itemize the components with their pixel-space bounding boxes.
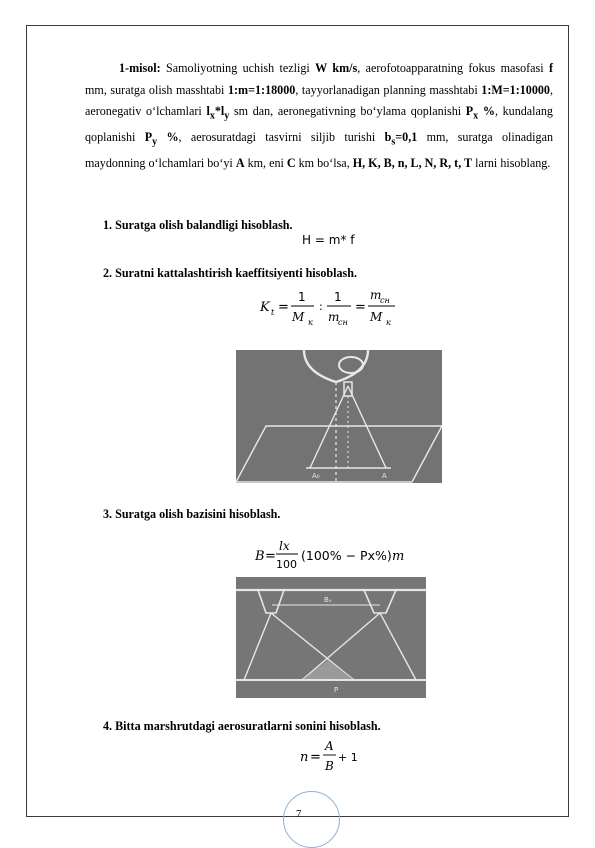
- svg-text:B: B: [325, 759, 334, 773]
- page-number-circle: [283, 791, 340, 848]
- svg-text:=: =: [278, 300, 289, 315]
- height-formula: H = m* f: [302, 233, 355, 247]
- section-3-heading: 3. Suratga olish bazisini hisoblash.: [103, 507, 281, 521]
- svg-text:m: m: [392, 549, 405, 564]
- svg-text:A: A: [382, 472, 387, 480]
- svg-text:к: к: [308, 318, 313, 327]
- section-2-heading: 2. Suratni kattalashtirish kaeffitsiyenti hisoblash.: [103, 266, 358, 280]
- photo-count-formula: [300, 737, 360, 777]
- problem-paragraph: 1-misol: Samoliyotning uchish tezligi W km/s, aerofotoapparatning fokus masofasi f mm, suratga olish masshtabi 1:m=1:18000, tayyorlanadigan planning masshtabi 1:M=1:10000, aeronegativ o‘lchamlari $l_x*l_y$ sm dan, aeronegativning bo‘ylama qoplanishi $P_x$ %, kundalang qoplanishi $P_y$ %, aerosuratdagi tasvirni siljib turishi $b_s=0,1$ mm, suratga olinadigan maydonning o‘lchamlari bo‘yi A km, eni C km bo‘lsa, H, K, B, n, L, N, R, t, T larni hisoblang.: [85, 61, 553, 171]
- svg-text:сн: сн: [380, 296, 390, 305]
- svg-text:A₀: A₀: [312, 472, 320, 480]
- svg-text:lx: lx: [279, 539, 290, 553]
- photo-base-overlap-figure: [236, 577, 426, 698]
- svg-text:t: t: [271, 308, 275, 317]
- section-4-heading: 4. Bitta marshrutdagi aerosuratlarni sonini hisoblash.: [103, 719, 381, 733]
- svg-text:+ 1: + 1: [338, 751, 358, 764]
- k-symbol: K: [260, 300, 270, 315]
- svg-text:Bₓ: Bₓ: [324, 596, 332, 604]
- svg-text::: :: [319, 300, 323, 313]
- svg-text:m: m: [370, 288, 382, 302]
- base-formula: [255, 538, 425, 576]
- svg-text:M: M: [370, 310, 383, 324]
- svg-text:100: 100: [276, 558, 297, 571]
- svg-text:=: =: [265, 549, 276, 564]
- svg-text:1: 1: [298, 290, 306, 304]
- svg-text:сн: сн: [338, 318, 348, 327]
- page-number: 7: [296, 808, 302, 820]
- svg-text:A: A: [325, 739, 334, 753]
- section-1-heading: 1. Suratga olish balandligi hisoblash.: [103, 218, 293, 232]
- svg-text:к: к: [386, 318, 391, 327]
- svg-text:=: =: [310, 750, 321, 765]
- svg-text:1: 1: [334, 290, 342, 304]
- svg-text:=: =: [355, 300, 366, 315]
- enlargement-formula: [258, 285, 408, 331]
- svg-text:(100% − Px%): (100% − Px%): [301, 548, 392, 563]
- svg-text:n: n: [300, 750, 309, 765]
- example-label: 1-misol:: [119, 61, 161, 75]
- aerial-camera-projection-figure: [236, 350, 442, 483]
- svg-text:m: m: [328, 310, 340, 324]
- svg-text:P: P: [334, 686, 339, 694]
- svg-text:B: B: [255, 549, 265, 564]
- svg-text:M: M: [292, 310, 305, 324]
